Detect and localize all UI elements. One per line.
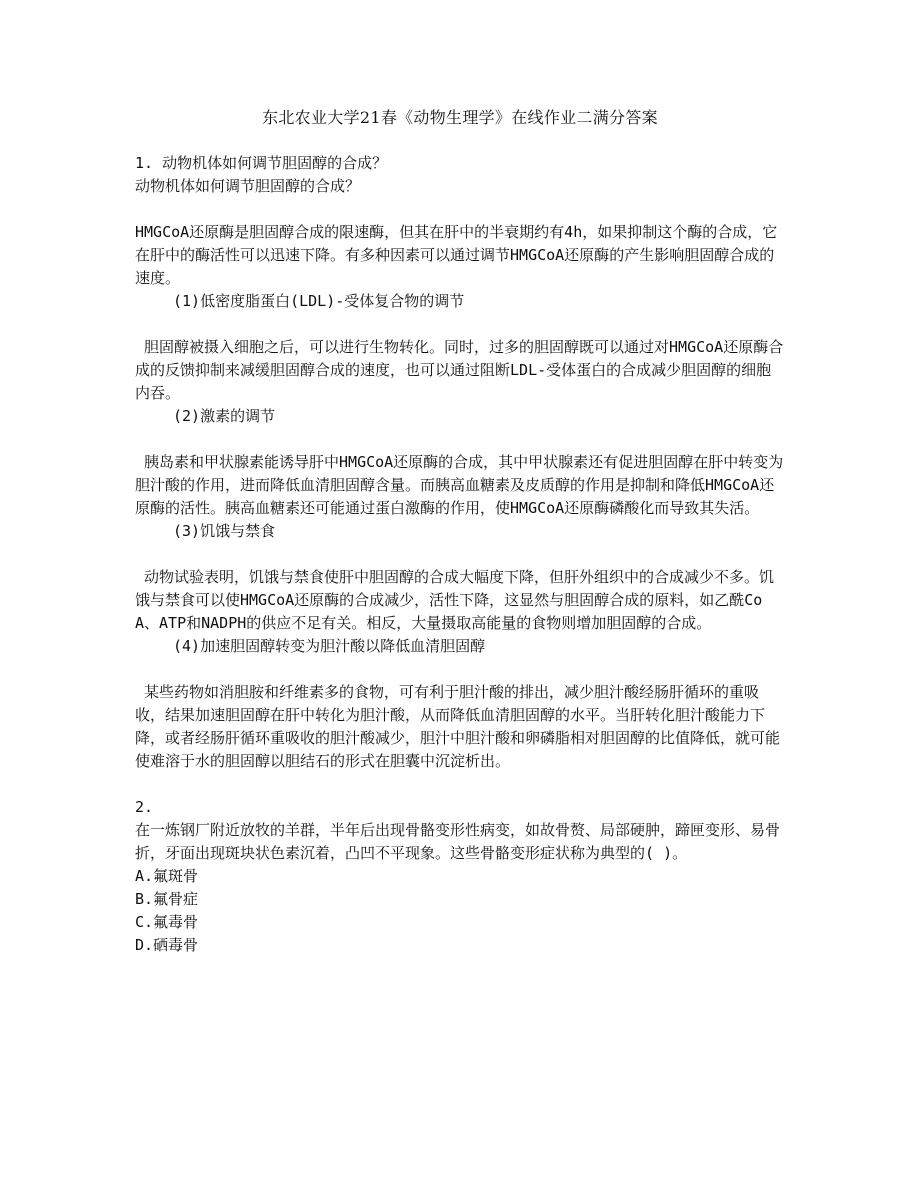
spacer (135, 428, 785, 451)
option-d: D.硒毒骨 (135, 936, 199, 954)
section-4-body: 某些药物如消胆胺和纤维素多的食物，可有利于胆汁酸的排出，减少胆汁酸经肠肝循环的重吸收，结果加速胆固醇在肝中转化为胆汁酸，从而降低血清胆固醇的水平。当肝转化胆汁酸能力下降，或者经肠肝循环重吸收的胆汁酸减少，胆汁中胆汁酸和卵磷脂相对胆固醇的比值降低，就可能使难溶于水的胆固醇以胆结石的形式在胆囊中沉淀析出。 (135, 683, 781, 770)
spacer (135, 543, 785, 566)
section-1-body: 胆固醇被摄入细胞之后，可以进行生物转化。同时，过多的胆固醇既可以通过对HMGCoA还原酶合成的反馈抑制来减缓胆固醇合成的速度，也可以通过阻断LDL-受体蛋白的合成减少胆固醇的细胞内吞。 (135, 338, 784, 402)
section-3-heading: (3)饥饿与禁食 (173, 522, 276, 540)
section-2-heading: (2)激素的调节 (173, 407, 276, 425)
question-2-text: 在一炼钢厂附近放牧的羊群，半年后出现骨骼变形性病变，如故骨赘、局部硬肿，蹄匣变形、易骨折，牙面出现斑块状色素沉着，凸凹不平现象。这些骨骼变形症状称为典型的( )。 (135, 821, 781, 862)
section-4-heading: (4)加速胆固醇转变为胆汁酸以降低血清胆固醇 (173, 637, 486, 655)
question-1-heading: 1. 动物机体如何调节胆固醇的合成？ (135, 154, 388, 172)
section-2-body: 胰岛素和甲状腺素能诱导肝中HMGCoA还原酶的合成，其中甲状腺素还有促进胆固醇在肝中转变为胆汁酸的作用，进而降低血清胆固醇含量。而胰高血糖素及皮质醇的作用是抑制和降低HMGCoA还原酶的活性。胰高血糖素还可能通过蛋白激酶的作用，使HMGCoA还原酶磷酸化而导致其失活。 (135, 453, 784, 517)
spacer (135, 313, 785, 336)
answer-1-intro: HMGCoA还原酶是胆固醇合成的限速酶，但其在肝中的半衰期约有4h，如果抑制这个酶的合成，它在肝中的酶活性可以迅速下降。有多种因素可以通过调节HMGCoA还原酶的产生影响胆固醇合成的速度。 (135, 223, 778, 287)
option-c: C.氟毒骨 (135, 913, 199, 931)
option-a: A.氟斑骨 (135, 867, 199, 885)
spacer (135, 773, 785, 796)
document-title: 东北农业大学21春《动物生理学》在线作业二满分答案 (262, 108, 658, 127)
section-1-heading: (1)低密度脂蛋白(LDL)-受体复合物的调节 (173, 292, 465, 310)
question-2-number: 2. (135, 798, 154, 816)
document-body (135, 152, 785, 957)
spacer (135, 198, 785, 221)
spacer (135, 658, 785, 681)
question-1-text: 动物机体如何调节胆固醇的合成？ (135, 177, 361, 195)
section-3-body: 动物试验表明，饥饿与禁食使肝中胆固醇的合成大幅度下降，但肝外组织中的合成减少不多。饥饿与禁食可以使HMGCoA还原酶的合成减少，活性下降，这显然与胆固醇合成的原料，如乙酰CoA、ATP和NADPH的供应不足有关。相反，大量摄取高能量的食物则增加胆固醇的合成。 (135, 568, 775, 632)
option-b: B.氟骨症 (135, 890, 199, 908)
